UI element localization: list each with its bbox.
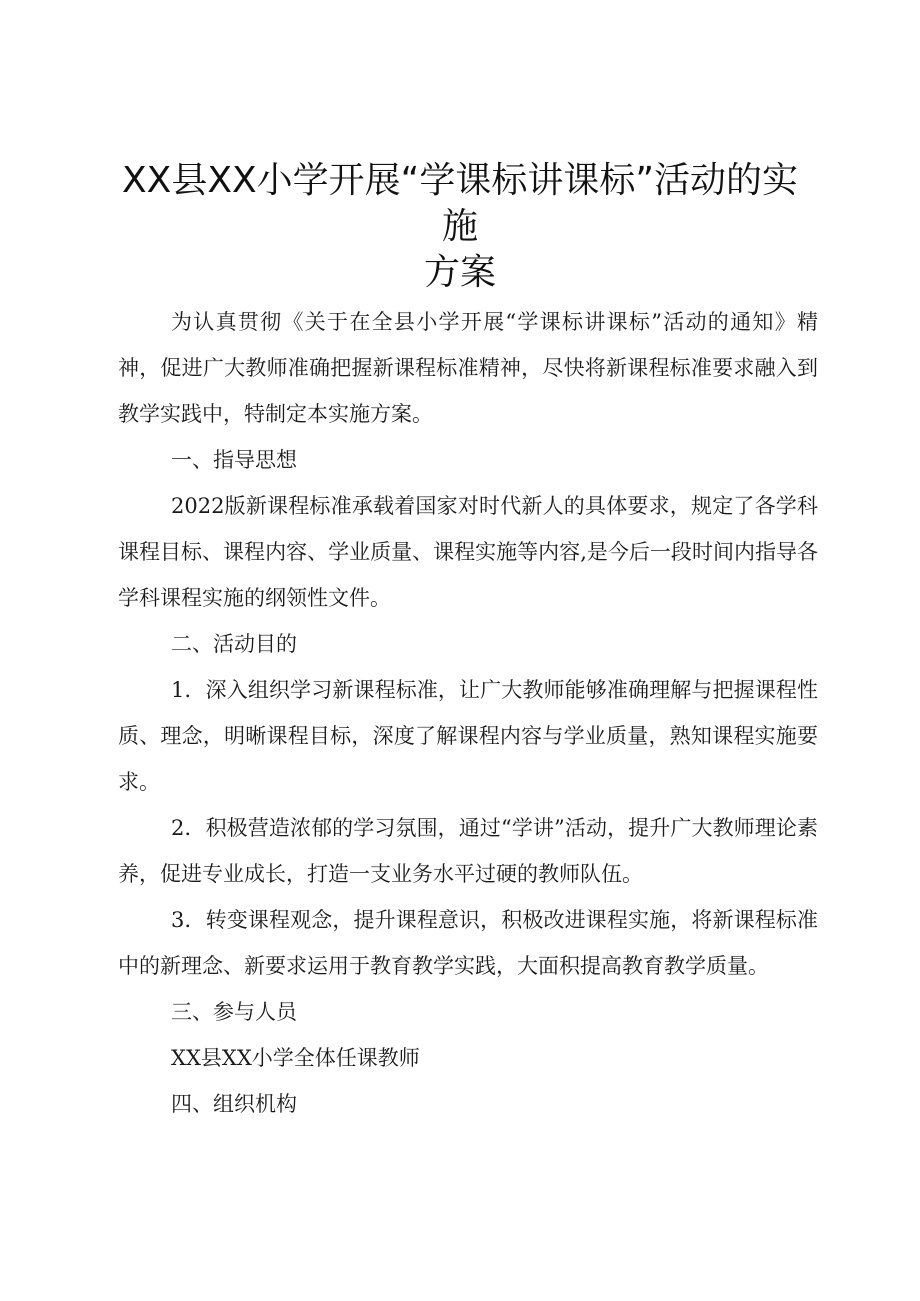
paragraph-purpose-2: 2．积极营造浓郁的学习氛围，通过“学讲”活动，提升广大教师理论素养，促进专业成长，打造一支业务水平过硬的教师队伍。 — [118, 816, 818, 886]
paragraph-intro: 为认真贯彻《关于在全县小学开展“学课标讲课标”活动的通知》精神，促进广大教师准确把握新课程标准精神，尽快将新课程标准要求融入到教学实践中，特制定本实施方案。 — [118, 310, 818, 426]
paragraph-participants: XX县XX小学全体任课教师 — [171, 1046, 420, 1070]
document-title-line-1: XX县XX小学开展“学课标讲课标”活动的实 — [122, 160, 798, 201]
paragraph-purpose-3: 3．转变课程观念，提升课程意识，积极改进课程实施，将新课程标准中的新理念、新要求运用于教育教学实践，大面积提高教育教学质量。 — [118, 908, 818, 978]
paragraph-guiding-thought: 2022版新课程标准承载着国家对时代新人的具体要求，规定了各学科课程目标、课程内容、学业质量、课程实施等内容,是今后一段时间内指导各学科课程实施的纲领性文件。 — [118, 494, 818, 610]
section-heading-participants: 三、参与人员 — [171, 1000, 297, 1024]
section-heading-activity-purpose: 二、活动目的 — [171, 632, 297, 656]
section-heading-guiding-thought: 一、指导思想 — [171, 448, 297, 472]
document-title-line-3: 方案 — [423, 252, 496, 293]
document-body — [118, 299, 818, 1127]
section-heading-organization: 四、组织机构 — [171, 1092, 297, 1116]
paragraph-purpose-1: 1．深入组织学习新课程标准，让广大教师能够准确理解与把握课程性质、理念，明晰课程目标，深度了解课程内容与学业质量，熟知课程实施要求。 — [118, 678, 818, 794]
document-title-line-2: 施 — [441, 206, 478, 247]
